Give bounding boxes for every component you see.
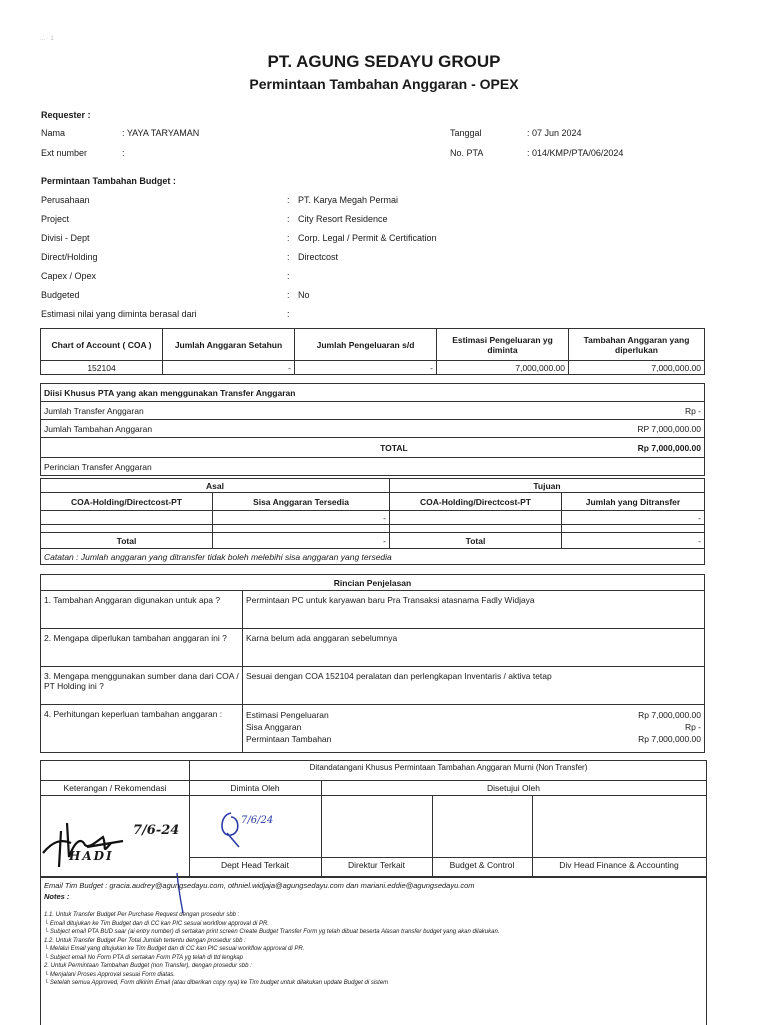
tujuan-total-label: Total xyxy=(390,533,562,549)
transfer-cell: - xyxy=(213,511,390,525)
info-sep: : xyxy=(287,271,290,281)
note-line: 1.2. Untuk Transfer Budget Per Total Jumlah tertentu dengan prosedur sbb : xyxy=(44,937,246,944)
calc-label: Sisa Anggaran xyxy=(246,722,302,732)
info-sep: : xyxy=(287,309,290,319)
calc-value: Rp 7,000,000.00 xyxy=(638,710,701,720)
transfer-cell xyxy=(41,511,213,525)
name-value: : YAYA TARYAMAN xyxy=(122,128,200,138)
transfer-col-header: COA-Holding/Directcost-PT xyxy=(41,493,213,511)
note-line: └ Melalui Email yang ditujukan ke Tim Budget dan di CC kan PIC sesuai workflow approval di PR. xyxy=(44,946,305,952)
coa-cell: - xyxy=(163,361,295,375)
ext-value: : xyxy=(122,148,125,158)
coa-cell: 7,000,000.00 xyxy=(437,361,569,375)
transfer-col-header: Jumlah yang Ditransfer xyxy=(562,493,705,511)
note-line: └ Menjalani Proses Approval sesuai Form diatas. xyxy=(44,971,176,978)
note-line: 2. Untuk Permintaan Tambahan Budget (non Transfer), dengan prosedur sbb : xyxy=(44,963,252,969)
pta-value: : 014/KMP/PTA/06/2024 xyxy=(527,148,624,158)
info-value: Directcost xyxy=(298,252,339,262)
tujuan-header: Tujuan xyxy=(390,479,705,493)
transfer-detail-table xyxy=(40,478,705,565)
note-line: └ Email ditujukan ke Tim Budget dan di CC kan PIC sesuai workflow approval di PR. xyxy=(44,920,269,927)
transfer-amount-label: Jumlah Transfer Anggaran xyxy=(41,402,550,420)
info-sep: : xyxy=(287,214,290,224)
transfer-cell xyxy=(41,525,213,533)
info-label: Perusahaan xyxy=(41,195,90,205)
role-label: Budget & Control xyxy=(449,860,515,870)
transfer-title: Diisi Khusus PTA yang akan menggunakan Transfer Anggaran xyxy=(41,384,705,402)
transfer-cell xyxy=(213,525,390,533)
coa-cell: 152104 xyxy=(41,361,163,375)
transfer-col-header: COA-Holding/Directcost-PT xyxy=(390,493,562,511)
signature-block xyxy=(40,760,707,878)
transfer-table xyxy=(40,383,705,476)
transfer-cell xyxy=(562,525,705,533)
role-label: Dept Head Terkait xyxy=(221,860,289,870)
handwritten-date: 7/6-24 xyxy=(133,823,180,838)
company-name: PT. AGUNG SEDAYU GROUP xyxy=(267,52,501,71)
coa-header: Estimasi Pengeluaran yg diminta xyxy=(437,329,569,361)
notes-list xyxy=(44,911,704,988)
calc-cell xyxy=(243,705,705,753)
notes-label: Notes : xyxy=(44,892,70,901)
divider xyxy=(41,795,706,796)
divider xyxy=(41,780,706,781)
transfer-detail-label: Perincian Transfer Anggaran xyxy=(41,458,705,476)
coa-header: Tambahan Anggaran yang diperlukan xyxy=(569,329,705,361)
info-label: Budgeted xyxy=(41,290,80,300)
coa-cell: 7,000,000.00 xyxy=(569,361,705,375)
asal-total-value: - xyxy=(213,533,390,549)
signature-caption: Ditandatangani Khusus Permintaan Tambahan Anggaran Murni (Non Transfer) xyxy=(309,763,588,772)
asal-total-label: Total xyxy=(41,533,213,549)
handwritten-date: 7/6/24 xyxy=(241,815,274,826)
coa-header: Chart of Account ( COA ) xyxy=(41,329,163,361)
name-label: Nama xyxy=(41,128,66,138)
ext-label: Ext number xyxy=(41,148,88,158)
form-title: Permintaan Tambahan Anggaran - OPEX xyxy=(249,76,519,92)
pta-label: No. PTA xyxy=(450,148,484,158)
remark-label: Keterangan / Rekomendasi xyxy=(63,783,167,793)
note-line: └ Subject email PTA BUD saar (ai entry number) di sertakan print screen Create Budget Transfer Form yg telah dibuat beserta Alasan transfer budget yang akan dilakukan. xyxy=(44,929,500,935)
requester-section-label: Requester : xyxy=(41,110,91,120)
explanation-table xyxy=(40,574,705,753)
info-label: Project xyxy=(41,214,70,224)
note-line: 1.1. Untuk Transfer Budget Per Purchase Request dengan prosedur sbb : xyxy=(44,912,240,918)
transfer-total-label: TOTAL xyxy=(41,438,550,458)
asal-header: Asal xyxy=(41,479,390,493)
info-label: Estimasi nilai yang diminta berasal dari xyxy=(41,309,197,319)
explanation-question: 4. Perhitungan keperluan tambahan anggaran : xyxy=(41,705,243,753)
calc-row xyxy=(246,709,701,721)
note-line: └ Subject email No Form PTA di sertakan Form PTA yg telah di ttd lengkap xyxy=(44,954,243,961)
corner-mark: ... · 1 xyxy=(40,36,54,42)
explanation-question: 2. Mengapa diperlukan tambahan anggaran ini ? xyxy=(41,629,243,667)
info-value: City Resort Residence xyxy=(298,214,388,224)
remark-signature xyxy=(41,801,189,871)
requested-label: Diminta Oleh xyxy=(230,783,280,793)
explanation-answer: Karna belum ada anggaran sebelumnya xyxy=(243,629,705,667)
transfer-cell xyxy=(390,511,562,525)
explanation-question: 1. Tambahan Anggaran digunakan untuk apa ? xyxy=(41,591,243,629)
info-value: PT. Karya Megah Permai xyxy=(298,195,399,205)
explanation-answer: Permintaan PC untuk karyawan baru Pra Transaksi atasnama Fadly Widjaya xyxy=(243,591,705,629)
info-label: Capex / Opex xyxy=(41,271,97,281)
info-sep: : xyxy=(287,195,290,205)
transfer-amount-value: Rp - xyxy=(550,402,705,420)
info-sep: : xyxy=(287,233,290,243)
role-label: Div Head Finance & Accounting xyxy=(559,860,679,870)
calc-value: Rp 7,000,000.00 xyxy=(638,734,701,744)
divider xyxy=(189,761,190,781)
approved-label: Disetujui Oleh xyxy=(487,783,540,793)
calc-row xyxy=(246,733,701,745)
info-value: Corp. Legal / Permit & Certification xyxy=(298,233,437,243)
signature-scribble xyxy=(191,803,319,853)
transfer-note: Catatan : Jumlah anggaran yang ditransfer tidak boleh melebihi sisa anggaran yang tersedia xyxy=(41,549,705,565)
note-line: └ Setelah semua Approved, Form dikirim Email (atau diberikan copy nya) ke Tim budget untuk dilakukan update Budget di sistem xyxy=(44,980,389,986)
calc-label: Estimasi Pengeluaran xyxy=(246,710,329,720)
role-label: Direktur Terkait xyxy=(348,860,405,870)
explanation-answer: Sesuai dengan COA 152104 peralatan dan perlengkapan Inventaris / aktiva tetap xyxy=(243,667,705,705)
coa-header: Jumlah Anggaran Setahun xyxy=(163,329,295,361)
transfer-col-header: Sisa Anggaran Tersedia xyxy=(213,493,390,511)
info-sep: : xyxy=(287,290,290,300)
date-label: Tanggal xyxy=(450,128,482,138)
transfer-cell xyxy=(390,525,562,533)
coa-table xyxy=(40,328,705,375)
tujuan-total-value: - xyxy=(562,533,705,549)
handwritten-name: HADI xyxy=(69,849,114,863)
info-label: Divisi - Dept xyxy=(41,233,90,243)
coa-header: Jumlah Pengeluaran s/d xyxy=(295,329,437,361)
footer-block xyxy=(40,876,707,1025)
addition-amount-label: Jumlah Tambahan Anggaran xyxy=(41,420,550,438)
transfer-cell: - xyxy=(562,511,705,525)
calc-row xyxy=(246,721,701,733)
info-label: Direct/Holding xyxy=(41,252,98,262)
calc-label: Permintaan Tambahan xyxy=(246,734,332,744)
date-value: : 07 Jun 2024 xyxy=(527,128,582,138)
coa-cell: - xyxy=(295,361,437,375)
info-sep: : xyxy=(287,252,290,262)
info-value: No xyxy=(298,290,310,300)
requester-signature xyxy=(191,803,319,853)
addition-amount-value: RP 7,000,000.00 xyxy=(550,420,705,438)
budget-section-label: Permintaan Tambahan Budget : xyxy=(41,176,176,186)
explanation-title: Rincian Penjelasan xyxy=(41,575,705,591)
transfer-total-value: Rp 7,000,000.00 xyxy=(550,438,705,458)
divider xyxy=(189,857,706,858)
budget-team-email: Email Tim Budget : gracia.audrey@agungsedayu.com, othniel.widjaja@agungsedayu.com dan mariani.eddie@agungsedayu.com xyxy=(44,881,475,890)
calc-value: Rp - xyxy=(684,722,701,732)
explanation-question: 3. Mengapa menggunakan sumber dana dari COA / PT Holding ini ? xyxy=(41,667,243,705)
